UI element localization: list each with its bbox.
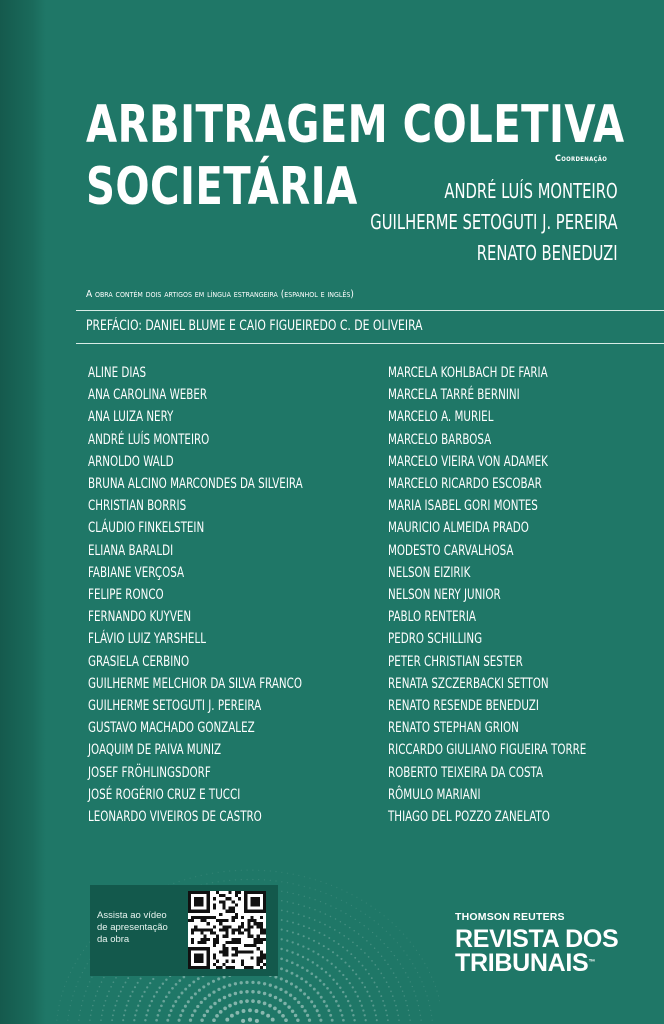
author-name: RICCARDO GIULIANO FIGUEIRA TORRE: [388, 742, 587, 759]
author-name: ANA CAROLINA WEBER: [88, 387, 208, 404]
author-name: RENATA SZCZERBACKI SETTON: [388, 675, 549, 692]
author-name: MARCELO VIEIRA VON ADAMEK: [388, 453, 548, 470]
publisher-line-1: REVISTA DOS: [455, 925, 619, 953]
author-name: GRASIELA CERBINO: [88, 653, 190, 670]
author-name: ELIANA BARALDI: [88, 542, 174, 559]
author-name: FELIPE RONCO: [88, 587, 164, 604]
divider-top: [76, 310, 664, 311]
publisher-parent: THOMSON REUTERS: [455, 911, 565, 923]
author-name: RENATO STEPHAN GRION: [388, 720, 519, 737]
author-name: FLÁVIO LUIZ YARSHELL: [88, 631, 206, 648]
author-name: MODESTO CARVALHOSA: [388, 542, 514, 559]
author-name: CHRISTIAN BORRIS: [88, 498, 187, 515]
author-name: ALINE DIAS: [88, 365, 147, 381]
qr-code-icon[interactable]: [188, 891, 266, 969]
author-name: CLÁUDIO FINKELSTEIN: [88, 520, 205, 537]
author-name: MARCELO RICARDO ESCOBAR: [388, 476, 542, 493]
trademark-symbol: ™: [588, 959, 596, 966]
title-line-1: ARBITRAGEM COLETIVA: [86, 95, 625, 155]
qr-caption-line: da obra: [97, 934, 130, 945]
author-name: PEDRO SCHILLING: [388, 631, 483, 648]
author-name: JOSEF FRÖHLINGSDORF: [88, 764, 211, 781]
coordination-label: Coordenação: [555, 154, 608, 164]
qr-caption-line: de apresentação: [97, 922, 168, 933]
coordinator-name: ANDRÉ LUÍS MONTEIRO: [444, 179, 618, 203]
author-name: FABIANE VERÇOSA: [88, 564, 185, 581]
author-name: ARNOLDO WALD: [88, 453, 174, 470]
author-name: PABLO RENTERIA: [388, 609, 476, 626]
author-name: MARIA ISABEL GORI MONTES: [388, 498, 538, 515]
author-name: MAURICIO ALMEIDA PRADO: [388, 520, 529, 537]
author-name: LEONARDO VIVEIROS DE CASTRO: [88, 809, 262, 826]
author-name: PETER CHRISTIAN SESTER: [388, 653, 523, 670]
authors-list-right: [388, 362, 586, 828]
preface-credit: PREFÁCIO: DANIEL BLUME E CAIO FIGUEIREDO C. DE OLIVEIRA: [86, 318, 423, 334]
author-name: RENATO RESENDE BENEDUZI: [388, 698, 539, 715]
author-name: GUSTAVO MACHADO GONZALEZ: [88, 720, 255, 737]
foreign-language-note: A obra contém dois artigos em língua estrangeira (espanhol e inglês): [86, 289, 354, 300]
author-name: ANDRÉ LUÍS MONTEIRO: [88, 431, 210, 448]
author-name: ROBERTO TEIXEIRA DA COSTA: [388, 764, 544, 781]
author-name: GUILHERME MELCHIOR DA SILVA FRANCO: [88, 675, 302, 692]
publisher-name: [455, 927, 618, 975]
author-name: JOSÉ ROGÉRIO CRUZ E TUCCI: [88, 786, 241, 803]
author-name: MARCELA TARRÉ BERNINI: [388, 387, 520, 404]
title-line-2: SOCIETÁRIA: [86, 157, 358, 217]
publisher-line-2: TRIBUNAIS: [455, 949, 589, 977]
coordinator-name: RENATO BENEDUZI: [477, 241, 618, 265]
author-name: ANA LUIZA NERY: [88, 409, 174, 426]
divider-bottom: [76, 343, 664, 344]
qr-caption: [97, 910, 168, 946]
author-name: GUILHERME SETOGUTI J. PEREIRA: [88, 698, 262, 715]
author-name: MARCELA KOHLBACH DE FARIA: [388, 365, 548, 381]
author-name: NELSON EIZIRIK: [388, 564, 471, 581]
author-name: RÔMULO MARIANI: [388, 786, 481, 803]
coordinator-names: [371, 176, 618, 269]
coordinator-name: GUILHERME SETOGUTI J. PEREIRA: [370, 210, 618, 234]
authors-list-left: [88, 362, 303, 828]
author-name: MARCELO BARBOSA: [388, 431, 492, 448]
author-name: BRUNA ALCINO MARCONDES DA SILVEIRA: [88, 476, 303, 493]
author-name: FERNANDO KUYVEN: [88, 609, 192, 626]
author-name: MARCELO A. MURIEL: [388, 409, 494, 426]
author-name: THIAGO DEL POZZO ZANELATO: [388, 809, 550, 826]
author-name: JOAQUIM DE PAIVA MUNIZ: [88, 742, 222, 759]
qr-caption-line: Assista ao vídeo: [97, 910, 167, 921]
publisher-logo: [455, 911, 618, 975]
author-name: NELSON NERY JUNIOR: [388, 587, 501, 604]
